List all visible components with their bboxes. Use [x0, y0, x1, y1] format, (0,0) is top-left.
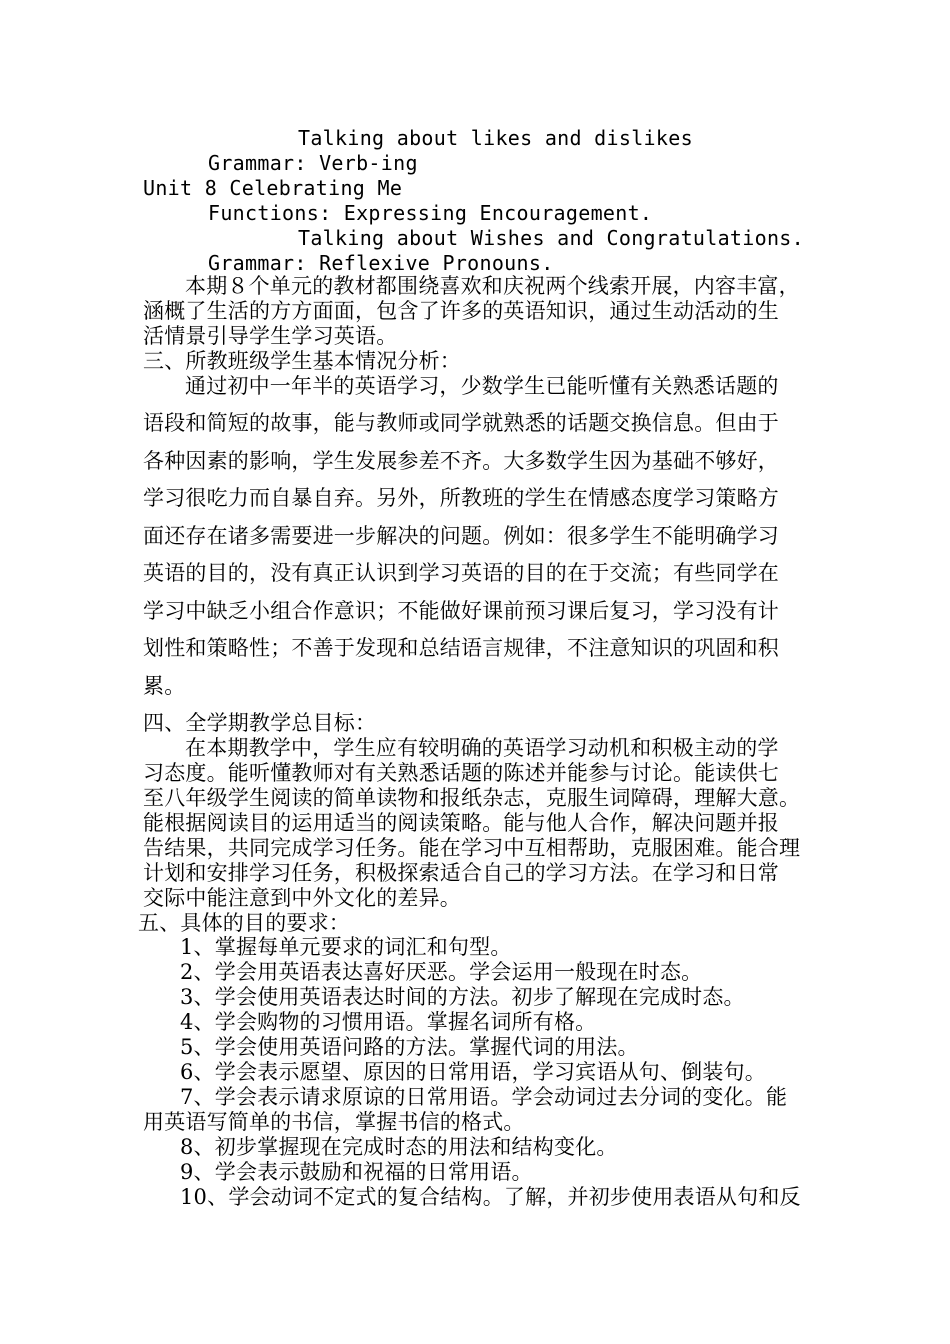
paragraph-line: 面还存在诸多需要进一步解决的问题。例如：很多学生不能明确学习: [143, 524, 779, 548]
unit-heading: Unit 8 Celebrating Me: [143, 176, 403, 200]
unit-line: Talking about Wishes and Congratulations.: [298, 226, 804, 250]
list-item: 5、学会使用英语问路的方法。掌握代词的用法。: [180, 1035, 639, 1059]
paragraph-line: 各种因素的影响，学生发展参差不齐。大多数学生因为基础不够好，: [143, 449, 779, 473]
unit-line: Grammar: Verb-ing: [208, 151, 418, 175]
paragraph-line: 学习中缺乏小组合作意识；不能做好课前预习课后复习，学习没有计: [143, 599, 779, 623]
paragraph-line: 交际中能注意到中外文化的差异。: [143, 886, 461, 910]
paragraph-line: 习态度。能听懂教师对有关熟悉话题的陈述并能参与讨论。能读供七: [143, 761, 779, 785]
unit-line: Grammar: Reflexive Pronouns.: [208, 251, 554, 275]
section-heading: 五、具体的目的要求：: [138, 911, 350, 935]
list-item: 4、学会购物的习惯用语。掌握名词所有格。: [180, 1010, 597, 1034]
list-item-continuation: 用英语写简单的书信，掌握书信的格式。: [143, 1110, 525, 1134]
paragraph-line: 能根据阅读目的运用适当的阅读策略。能与他人合作，解决问题并报: [143, 811, 779, 835]
unit-line: Talking about likes and dislikes: [298, 126, 693, 150]
section-heading: 三、所教班级学生基本情况分析：: [143, 349, 461, 373]
paragraph-line: 划性和策略性；不善于发现和总结语言规律，不注意知识的巩固和积: [143, 636, 779, 660]
list-item: 7、学会表示请求原谅的日常用语。学会动词过去分词的变化。能: [180, 1085, 788, 1109]
paragraph-line: 学习很吃力而自暴自弃。另外，所教班的学生在情感态度学习策略方: [143, 486, 779, 510]
paragraph-line: 至八年级学生阅读的简单读物和报纸杂志，克服生词障碍，理解大意。: [143, 786, 801, 810]
section-heading: 四、全学期教学总目标：: [143, 711, 377, 735]
list-item: 10、学会动词不定式的复合结构。了解，并初步使用表语从句和反: [180, 1185, 801, 1209]
paragraph-line: 语段和简短的故事，能与教师或同学就熟悉的话题交换信息。但由于: [143, 411, 779, 435]
paragraph-line: 活情景引导学生学习英语。: [143, 324, 398, 348]
list-item: 9、学会表示鼓励和祝福的日常用语。: [180, 1160, 533, 1184]
paragraph-line: 在本期教学中，学生应有较明确的英语学习动机和积极主动的学: [185, 736, 779, 760]
list-item: 2、学会用英语表达喜好厌恶。学会运用一般现在时态。: [180, 960, 703, 984]
list-item: 1、掌握每单元要求的词汇和句型。: [180, 935, 512, 959]
paragraph-line: 本期８个单元的教材都围绕喜欢和庆祝两个线索开展，内容丰富，: [185, 274, 800, 298]
list-item: 3、学会使用英语表达时间的方法。初步了解现在完成时态。: [180, 985, 745, 1009]
unit-line: Functions: Expressing Encouragement.: [208, 201, 653, 225]
paragraph-line: 累。: [143, 674, 186, 698]
paragraph-line: 涵概了生活的方方面面，包含了许多的英语知识，通过生动活动的生: [143, 299, 779, 323]
list-item: 8、初步掌握现在完成时态的用法和结构变化。: [180, 1135, 618, 1159]
paragraph-line: 英语的目的，没有真正认识到学习英语的目的在于交流；有些同学在: [143, 561, 779, 585]
list-item: 6、学会表示愿望、原因的日常用语，学习宾语从句、倒装句。: [180, 1060, 766, 1084]
paragraph-line: 通过初中一年半的英语学习，少数学生已能听懂有关熟悉话题的: [185, 374, 779, 398]
paragraph-line: 告结果，共同完成学习任务。能在学习中互相帮助，克服困难。能合理: [143, 836, 801, 860]
paragraph-line: 计划和安排学习任务，积极探索适合自己的学习方法。在学习和日常: [143, 861, 779, 885]
